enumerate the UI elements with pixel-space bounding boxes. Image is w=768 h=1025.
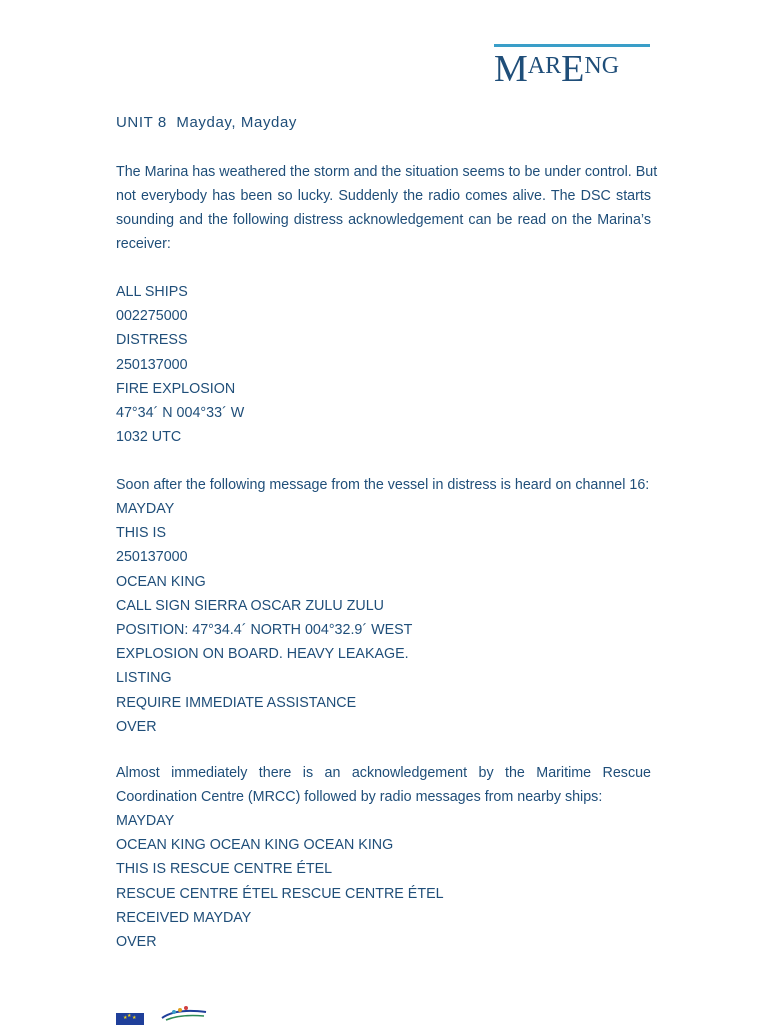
mayday-message-line: THIS IS xyxy=(116,525,167,542)
dsc-line: 002275000 xyxy=(116,308,188,325)
dsc-line: ALL SHIPS xyxy=(116,284,188,300)
mrcc-reply-line: MAYDAY xyxy=(116,813,175,829)
programme-logo-icon xyxy=(160,1004,208,1024)
mayday-message-line: 250137000 xyxy=(116,549,188,566)
mrcc-intro-line: Almost immediately there is an acknowledgement by the Maritime Rescue xyxy=(116,765,651,781)
channel-16-intro: Soon after the following message from the vessel in distress is heard on channel 16: xyxy=(116,477,650,493)
mayday-message-line: OCEAN KING xyxy=(116,573,206,590)
dsc-line: 250137000 xyxy=(116,356,188,373)
intro-line: receiver: xyxy=(116,236,171,252)
mrcc-reply-line: RECEIVED MAYDAY xyxy=(116,909,252,926)
mayday-message-line: CALL SIGN SIERRA OSCAR ZULU ZULU xyxy=(116,597,384,614)
mayday-message-line: OVER xyxy=(116,718,157,735)
dsc-line: DISTRESS xyxy=(116,332,188,349)
mrcc-reply-line: OCEAN KING OCEAN KING OCEAN KING xyxy=(116,837,394,854)
mrcc-reply-line: THIS IS RESCUE CENTRE ÉTEL xyxy=(116,861,333,878)
intro-line: The Marina has weathered the storm and the situation seems to be under control. But xyxy=(116,164,658,180)
logo-text: MARENG xyxy=(494,48,620,90)
eu-flag-icon: ★ ★ ★ xyxy=(116,1013,144,1025)
mayday-message-line: POSITION: 47°34.4´ NORTH 004°32.9´ WEST xyxy=(116,622,413,638)
intro-line: sounding and the following distress acknowledgement can be read on the Marina’s xyxy=(116,212,651,228)
mrcc-reply-line: OVER xyxy=(116,934,157,950)
mareng-logo xyxy=(494,44,650,88)
mayday-message-line: REQUIRE IMMEDIATE ASSISTANCE xyxy=(116,694,357,711)
dsc-line: 47°34´ N 004°33´ W xyxy=(116,405,245,421)
mayday-message-line: LISTING xyxy=(116,670,172,687)
page-title: UNIT 8 Mayday, Mayday xyxy=(116,114,298,131)
logo-bar xyxy=(494,44,650,47)
mrcc-intro-line: Coordination Centre (MRCC) followed by radio messages from nearby ships: xyxy=(116,789,603,805)
mayday-message-line: MAYDAY xyxy=(116,501,175,517)
dsc-line: 1032 UTC xyxy=(116,429,182,446)
dsc-line: FIRE EXPLOSION xyxy=(116,380,236,397)
intro-line: not everybody has been so lucky. Suddenly the radio comes alive. The DSC starts xyxy=(116,188,651,204)
mayday-message-line: EXPLOSION ON BOARD. HEAVY LEAKAGE. xyxy=(116,646,409,663)
mrcc-reply-line: RESCUE CENTRE ÉTEL RESCUE CENTRE ÉTEL xyxy=(116,885,444,902)
